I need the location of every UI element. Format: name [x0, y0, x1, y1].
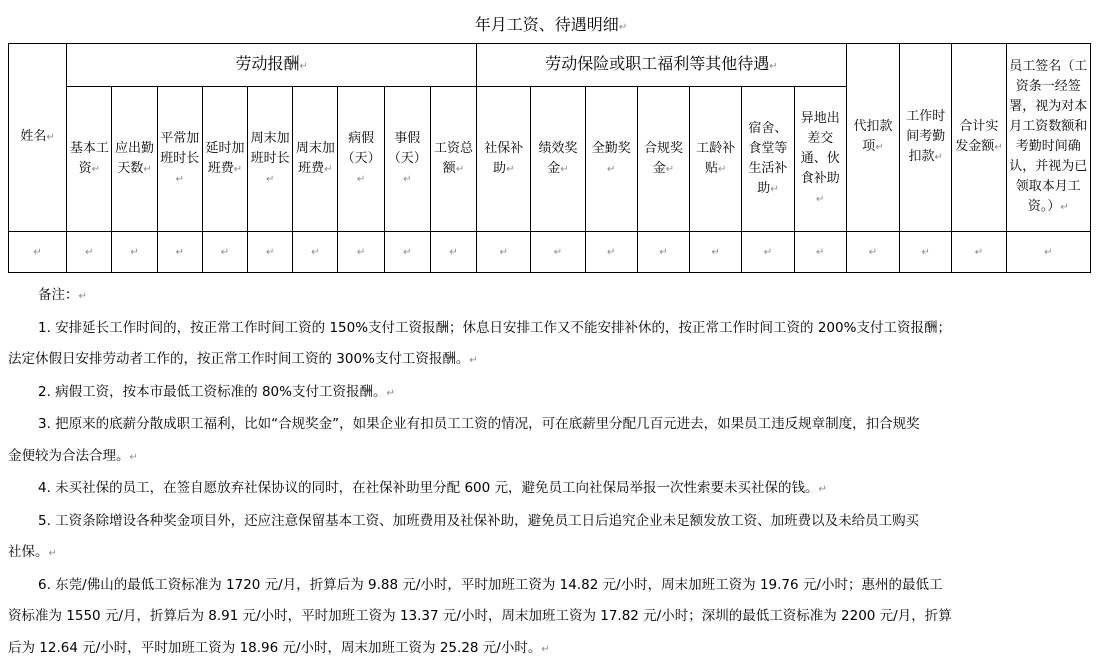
note-item: 1. 安排延长工作时间的，按正常工作时间工资的 150%支付工资报酬；休息日安排工作又不能安排补休的，按正常工作时间工资的 200%支付工资报酬；: [0, 313, 1102, 345]
header-extended-ot-pay: 延时加班费↵: [202, 87, 247, 232]
header-signature: 员工签名（工资条一经签署，视为对本月工资数额和考勤时间确认，并视为已领取本月工资。）↵: [1006, 44, 1090, 232]
header-personal-leave: 事假（天）↵: [384, 87, 430, 232]
data-cell[interactable]: ↵: [202, 232, 247, 273]
note-item-continuation: 社保。↵: [0, 537, 1102, 570]
data-cell[interactable]: ↵: [384, 232, 430, 273]
header-performance-bonus: 绩效奖金↵: [531, 87, 585, 232]
data-cell[interactable]: ↵: [794, 232, 846, 273]
data-cell[interactable]: ↵: [952, 232, 1006, 273]
table-row: [9, 232, 1091, 273]
data-cell[interactable]: ↵: [112, 232, 157, 273]
data-cell[interactable]: ↵: [67, 232, 112, 273]
note-item-continuation: 金便较为合法合理。↵: [0, 441, 1102, 474]
data-cell[interactable]: ↵: [430, 232, 476, 273]
data-cell[interactable]: ↵: [585, 232, 637, 273]
data-cell[interactable]: ↵: [690, 232, 742, 273]
notes-label: 备注：↵: [0, 280, 1102, 313]
header-travel-allowance: 异地出差交通、伙食补助↵: [794, 87, 846, 232]
header-basic-salary: 基本工资↵: [67, 87, 112, 232]
header-deduction: 代扣款项↵: [846, 44, 899, 232]
header-seniority-allowance: 工龄补贴↵: [690, 87, 742, 232]
data-cell[interactable]: ↵: [742, 232, 794, 273]
document-title: 年月工资、待遇明细↵: [0, 12, 1102, 35]
data-cell[interactable]: ↵: [1006, 232, 1090, 273]
header-weekday-ot-hours: 平常加班时长↵: [157, 87, 202, 232]
header-weekend-ot-pay: 周末加班费↵: [293, 87, 338, 232]
header-total-pay: 合计实发金额↵: [952, 44, 1006, 232]
data-cell[interactable]: ↵: [293, 232, 338, 273]
header-required-days: 应出勤天数↵: [112, 87, 157, 232]
data-cell[interactable]: ↵: [477, 232, 531, 273]
notes-section: [0, 280, 1102, 665]
note-item: 4. 未买社保的员工，在签自愿放弃社保协议的同时，在社保补助里分配 600 元，避免员工向社保局举报一次性索要未买社保的钱。↵: [0, 473, 1102, 506]
data-cell[interactable]: ↵: [248, 232, 293, 273]
data-cell[interactable]: ↵: [637, 232, 689, 273]
note-item: 5. 工资条除增设各种奖金项目外，还应注意保留基本工资、加班费用及社保补助，避免员工日后追究企业未足额发放工资、加班费以及未给员工购买: [0, 506, 1102, 538]
note-item-continuation: 法定休假日安排劳动者工作的，按正常工作时间工资的 300%支付工资报酬。↵: [0, 344, 1102, 377]
note-item: 2. 病假工资，按本市最低工资标准的 80%支付工资报酬。↵: [0, 377, 1102, 410]
salary-table: [8, 43, 1091, 273]
note-item-continuation: 资标准为 1550 元/月，折算后为 8.91 元/小时，平时加班工资为 13.37 元/小时，周末加班工资为 17.82 元/小时；深圳的最低工资标准为 2200 元/月，折算: [0, 601, 1102, 633]
note-item-continuation: 后为 12.64 元/小时，平时加班工资为 18.96 元/小时，周末加班工资为 25.28 元/小时。↵: [0, 633, 1102, 665]
header-attendance-bonus: 全勤奖↵: [585, 87, 637, 232]
header-gross-pay: 工资总额↵: [430, 87, 476, 232]
data-cell[interactable]: ↵: [846, 232, 899, 273]
data-cell[interactable]: ↵: [900, 232, 952, 273]
header-attendance-deduction: 工作时间考勤扣款↵: [900, 44, 952, 232]
header-group-insurance: 劳动保险或职工福利等其他待遇↵: [477, 44, 847, 87]
data-cell[interactable]: ↵: [9, 232, 67, 273]
header-social-insurance: 社保补助↵: [477, 87, 531, 232]
header-living-allowance: 宿舍、食堂等生活补助↵: [742, 87, 794, 232]
header-weekend-ot-hours: 周末加班时长↵: [248, 87, 293, 232]
data-cell[interactable]: ↵: [338, 232, 384, 273]
data-cell[interactable]: ↵: [157, 232, 202, 273]
note-item: 6. 东莞/佛山的最低工资标准为 1720 元/月，折算后为 9.88 元/小时，平时加班工资为 14.82 元/小时，周末加班工资为 19.76 元/小时；惠州的最低工: [0, 570, 1102, 602]
note-item: 3. 把原来的底薪分散成职工福利，比如“合规奖金”，如果企业有扣员工工资的情况，可在底薪里分配几百元进去，如果员工违反规章制度，扣合规奖: [0, 409, 1102, 441]
header-sick-leave: 病假（天）↵: [338, 87, 384, 232]
header-compliance-bonus: 合规奖金↵: [637, 87, 689, 232]
header-group-labor: 劳动报酬↵: [67, 44, 477, 87]
header-name: 姓名↵: [9, 44, 67, 232]
data-cell[interactable]: ↵: [531, 232, 585, 273]
